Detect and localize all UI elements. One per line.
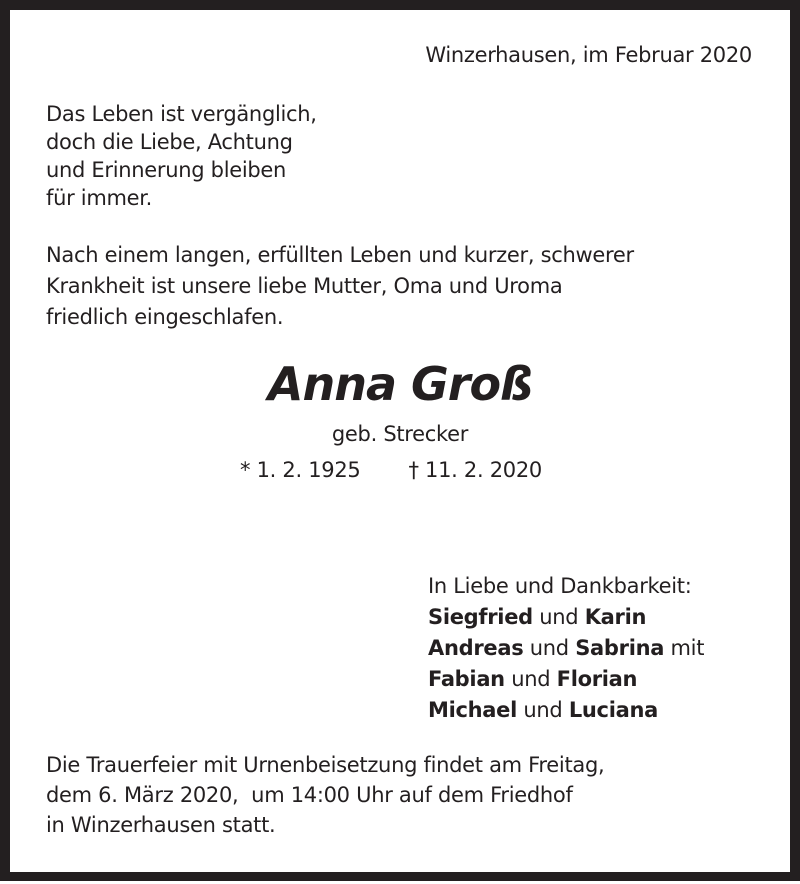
- conjunction: und: [532, 605, 585, 629]
- birth-date: * 1. 2. 1925: [240, 458, 361, 482]
- intro-line: friedlich eingeschlafen.: [46, 305, 284, 329]
- mourner-line: [428, 602, 704, 633]
- intro-text: [46, 240, 634, 333]
- mourners-heading: In Liebe und Dankbarkeit:: [428, 574, 692, 598]
- mourner-name: Sabrina: [575, 636, 665, 660]
- conjunction: und: [504, 667, 557, 691]
- death-date: † 11. 2. 2020: [408, 458, 542, 482]
- poem-line: und Erinnerung bleiben: [46, 158, 287, 182]
- mourners: [428, 571, 704, 726]
- deceased-name: Anna Groß: [267, 357, 533, 411]
- funeral-info: [46, 750, 604, 840]
- poem-line: doch die Liebe, Achtung: [46, 130, 293, 154]
- mourner-line: [428, 695, 704, 726]
- mourner-name: Karin: [584, 605, 647, 629]
- intro-line: Krankheit ist unsere liebe Mutter, Oma und Uroma: [46, 274, 563, 298]
- mourner-name: Florian: [556, 667, 638, 691]
- conjunction: und: [523, 636, 576, 660]
- mourner-line: [428, 664, 704, 695]
- conjunction: mit: [664, 636, 705, 660]
- mourner-name: Michael: [428, 698, 518, 722]
- funeral-line: dem 6. März 2020, um 14:00 Uhr auf dem Friedhof: [46, 783, 573, 807]
- life-dates: [240, 456, 542, 484]
- birth-name: geb. Strecker: [331, 422, 469, 446]
- place-date: Winzerhausen, im Februar 2020: [425, 43, 752, 67]
- poem-line: Das Leben ist vergänglich,: [46, 102, 317, 126]
- intro-line: Nach einem langen, erfüllten Leben und kurzer, schwerer: [46, 243, 634, 267]
- mourner-line: [428, 633, 704, 664]
- funeral-line: in Winzerhausen statt.: [46, 813, 276, 837]
- mourner-name: Luciana: [568, 698, 658, 722]
- conjunction: und: [517, 698, 569, 722]
- poem-line: für immer.: [46, 186, 153, 210]
- mourner-name: Fabian: [428, 667, 505, 691]
- funeral-line: Die Trauerfeier mit Urnenbeisetzung findet am Freitag,: [46, 753, 605, 777]
- poem: [46, 100, 317, 212]
- mourner-name: Andreas: [428, 636, 524, 660]
- mourner-name: Siegfried: [428, 605, 533, 629]
